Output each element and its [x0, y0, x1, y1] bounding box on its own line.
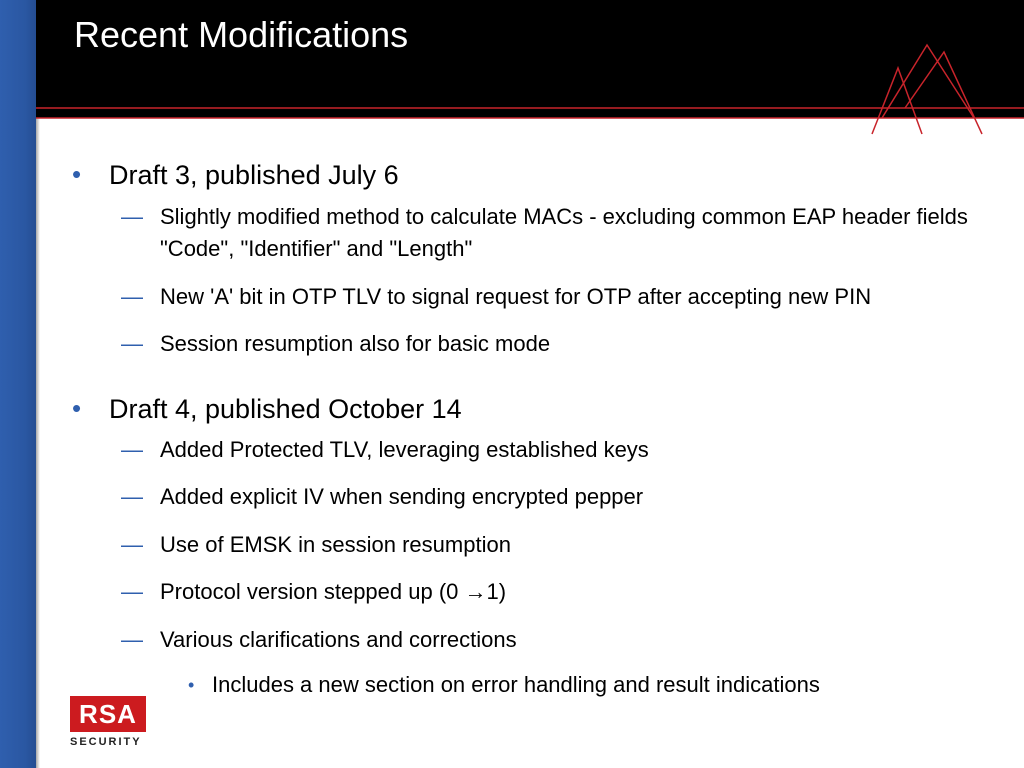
bullet-icon: •	[72, 393, 82, 423]
dash-icon: —	[121, 331, 143, 356]
list-item: Added explicit IV when sending encrypted pepper	[160, 484, 644, 509]
dash-icon: —	[121, 579, 143, 604]
section-heading-draft-3: Draft 3, published July 6	[109, 160, 399, 190]
logo-tagline: SECURITY	[70, 736, 142, 748]
dash-icon: —	[121, 437, 143, 462]
bullet-icon: •	[72, 159, 82, 189]
list-item: Protocol version stepped up (0 →1)	[160, 579, 507, 604]
list-item: Use of EMSK in session resumption	[160, 532, 511, 557]
rsa-security-logo	[70, 696, 152, 752]
list-item: New 'A' bit in OTP TLV to signal request for OTP after accepting new PIN	[160, 284, 872, 309]
list-item: Various clarifications and corrections	[160, 627, 517, 652]
dash-icon: —	[121, 627, 143, 652]
section-heading-draft-4: Draft 4, published October 14	[109, 394, 462, 424]
list-item: Added Protected TLV, leveraging established keys	[160, 437, 649, 462]
list-item: Session resumption also for basic mode	[160, 331, 551, 356]
sub-bullet-icon: •	[188, 675, 195, 695]
dash-icon: —	[121, 204, 143, 229]
dash-icon: —	[121, 532, 143, 557]
dash-icon: —	[121, 484, 143, 509]
sub-list-item: Includes a new section on error handling and result indications	[212, 672, 820, 697]
slide-title: Recent Modifications	[74, 14, 409, 55]
logo-wordmark: RSA	[79, 699, 137, 729]
dash-icon: —	[121, 284, 143, 309]
list-item: Slightly modified method to calculate MACs - excluding common EAP header fields "Code", "Identifier" and "Length"	[160, 204, 968, 261]
